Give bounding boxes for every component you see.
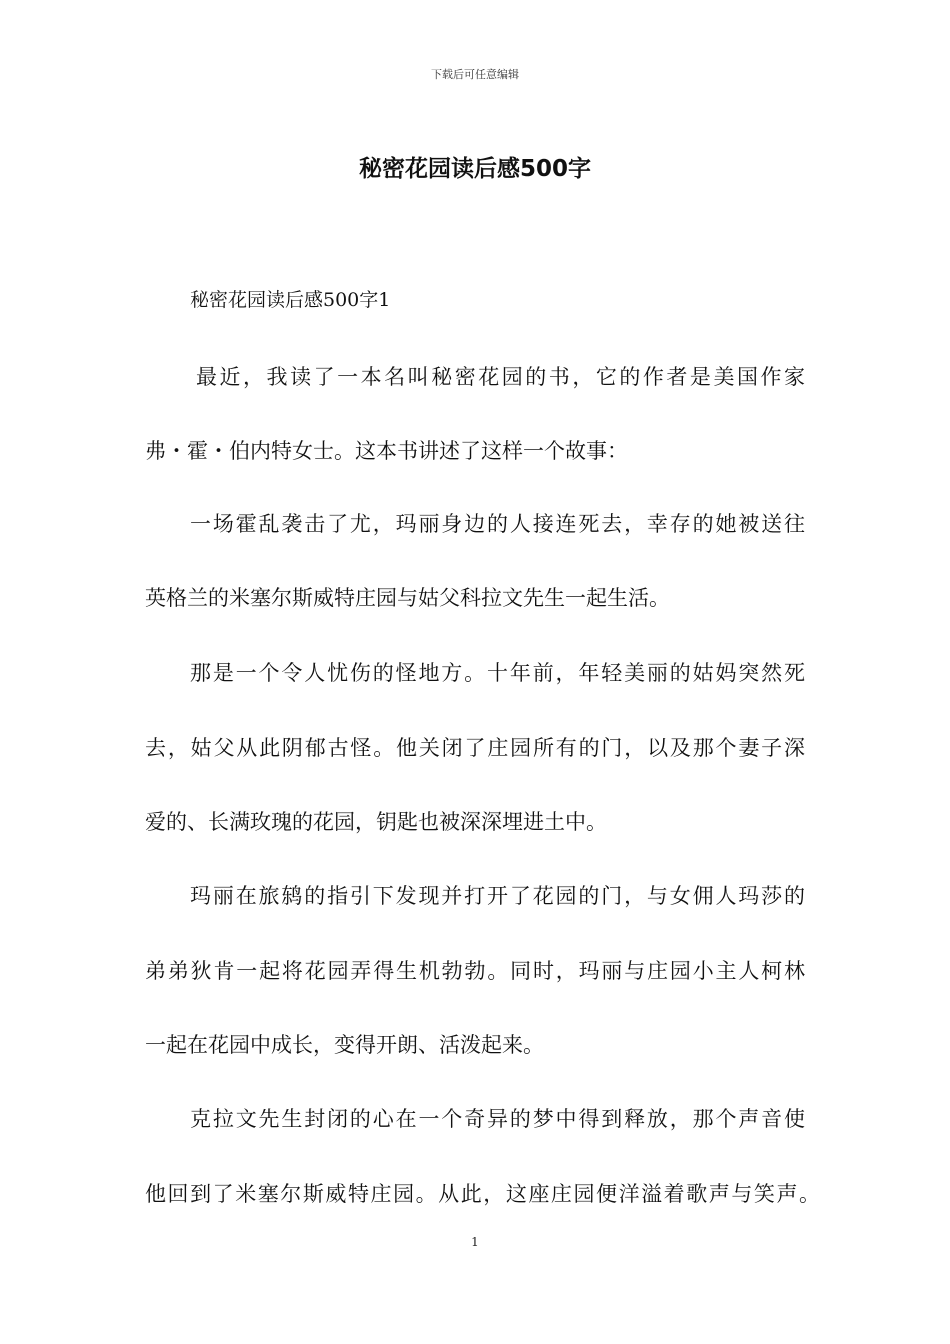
paragraph-line: 英格兰的米塞尔斯威特庄园与姑父科拉文先生一起生活。 — [145, 586, 670, 610]
section-heading: 秘密花园读后感500字1 — [190, 289, 391, 311]
paragraph-line: 他回到了米塞尔斯威特庄园。从此，这座庄园便洋溢着歌声与笑声。 — [145, 1182, 820, 1206]
paragraph-line: 弟弟狄肯一起将花园弄得生机勃勃。同时，玛丽与庄园小主人柯林 — [145, 959, 805, 983]
paragraph-line: 最近，我读了一本名叫秘密花园的书，它的作者是美国作家 — [196, 365, 805, 389]
paragraph-line: 那是一个令人忧伤的怪地方。十年前，年轻美丽的姑妈突然死 — [190, 661, 805, 685]
paragraph-line: 一场霍乱袭击了尤，玛丽身边的人接连死去，幸存的她被送往 — [190, 512, 805, 536]
paragraph-line: 一起在花园中成长，变得开朗、活泼起来。 — [145, 1033, 544, 1057]
paragraph-line: 克拉文先生封闭的心在一个奇异的梦中得到释放，那个声音使 — [190, 1107, 805, 1131]
page-header: 下载后可任意编辑 — [431, 68, 519, 81]
page-number: 1 — [471, 1235, 479, 1249]
paragraph-line: 爱的、长满玫瑰的花园，钥匙也被深深埋进土中。 — [145, 810, 607, 834]
paragraph-line: 去，姑父从此阴郁古怪。他关闭了庄园所有的门，以及那个妻子深 — [145, 736, 805, 760]
paragraph-line: 玛丽在旅鸫的指引下发现并打开了花园的门，与女佣人玛莎的 — [190, 884, 805, 908]
paragraph-line: 弗・霍・伯内特女士。这本书讲述了这样一个故事： — [145, 439, 628, 463]
document-title: 秘密花园读后感500字 — [358, 156, 591, 182]
